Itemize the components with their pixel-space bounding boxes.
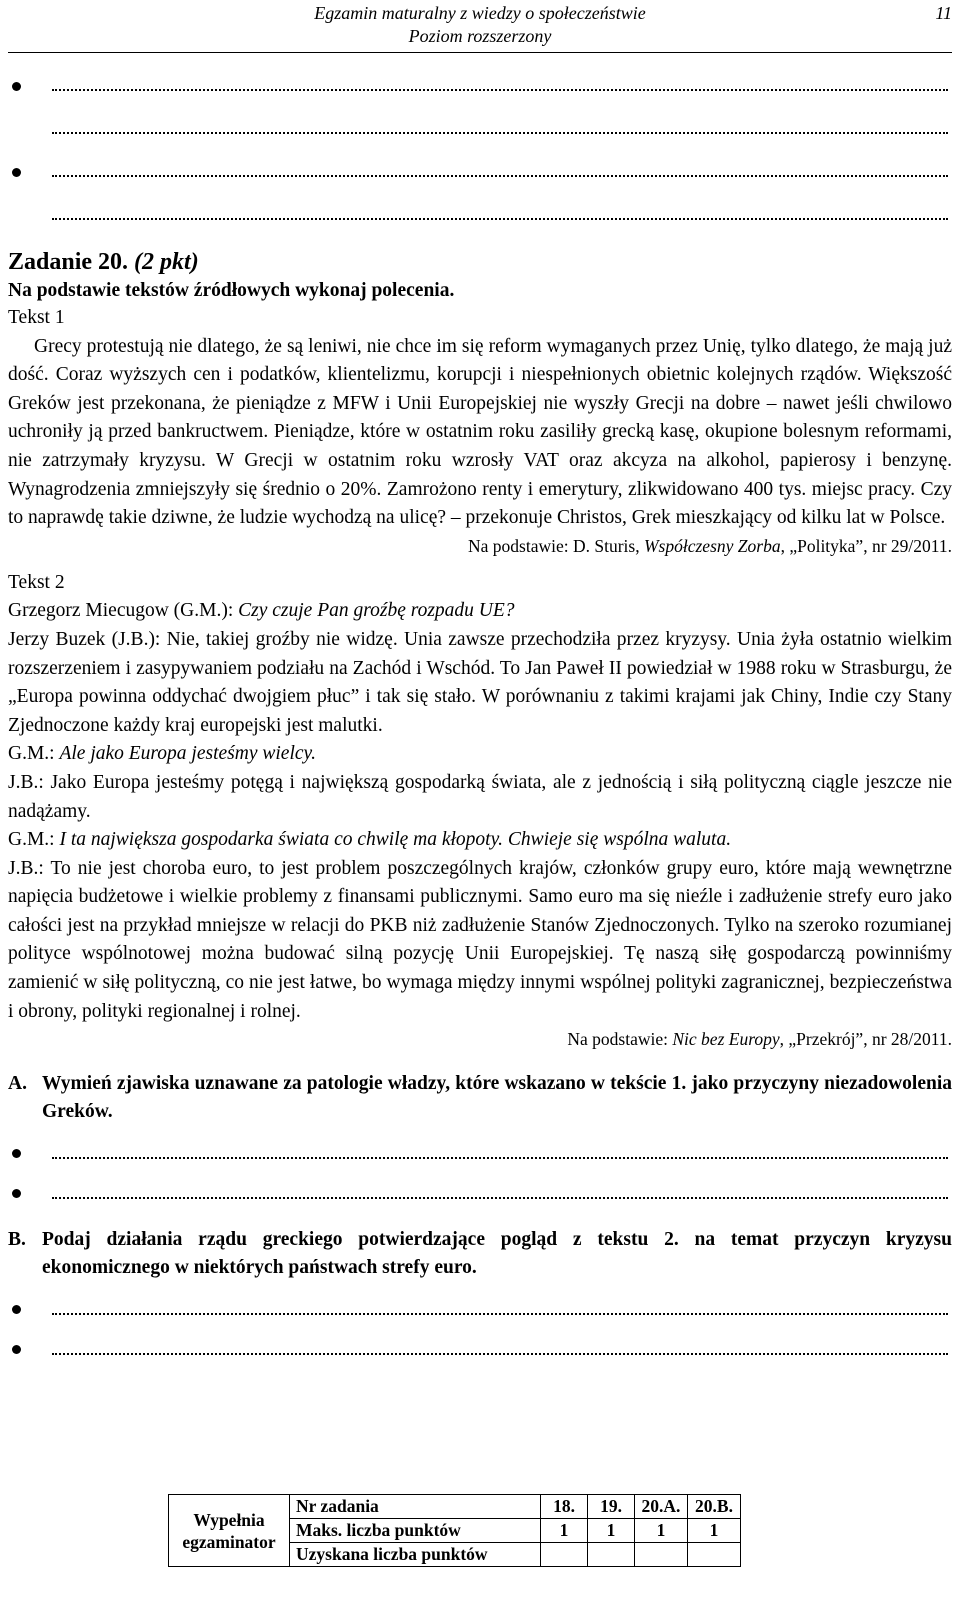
answer-bullet-row (8, 1132, 952, 1172)
answer-line[interactable] (52, 1196, 948, 1199)
score-table (168, 1494, 741, 1567)
score-row-label: Nr zadania (290, 1495, 541, 1519)
text1-source-suffix: , „Polityka”, nr 29/2011. (780, 535, 952, 556)
bullet-icon (12, 1189, 21, 1198)
task-command: Na podstawie tekstów źródłowych wykonaj polecenia. (8, 280, 455, 301)
answer-line[interactable] (52, 217, 948, 220)
max-points-cell: 1 (588, 1519, 635, 1543)
interview-question (8, 826, 952, 855)
max-points-cell: 1 (541, 1519, 588, 1543)
task-number: Zadanie 20. (8, 249, 129, 275)
text1-body: Grecy protestują nie dlatego, że są leniwi, nie chce im się reform wymaganych przez Unię, tylko dlatego, że mają już dość. Coraz wyższych cen i podatków, klientelizmu, korupcji i niespełnionych obietnic kolejnych rządów. Większość Greków jest przekonana, że pieniądze z MFW i Unii Europejskiej nie wyszły Grecji na dobre – nawet jeśli chwilowo uchroniły ją przed bankructwem. Pieniądze, które w ostatnim roku zasiliły grecką kasę, okupione bolesnym reformami, nie zatrzymały kryzysu. W Grecji w ostatnim roku wzrosły VAT oraz akcyza na alkohol, papierosy i benzynę. Wynagrodzenia zmniejszyły się średnio o 20%. Zamrożono renty i emerytury, zlikwidowano 400 tys. miejsc pracy. Czy to naprawdę takie dziwne, że ludzie wychodzą na ulicę? – przekonuje Christos, Grek mieszkający od kilku lat w Polsce. (8, 335, 952, 529)
question-b-answer-area (8, 1288, 952, 1368)
score-side-label: Wypełnia egzaminator (169, 1495, 290, 1567)
bullet-icon (12, 168, 21, 177)
answer-line[interactable] (52, 174, 948, 177)
header-divider (8, 52, 952, 53)
task-number-cell: 18. (541, 1495, 588, 1519)
source-text-1 (8, 304, 952, 559)
answer-line[interactable] (52, 1352, 948, 1355)
score-row-label: Uzyskana liczba punktów (290, 1543, 541, 1567)
text1-source (8, 533, 952, 559)
question-a-text: Wymień zjawiska uznawane za patologie władzy, które wskazano w tekście 1. jako przyczyny niezadowolenia Greków. (42, 1073, 952, 1123)
speaker-label: G.M.: (8, 743, 60, 765)
text2-source (8, 1026, 952, 1052)
question-b-text: Podaj działania rządu greckiego potwierdzające pogląd z tekstu 2. na temat przyczyn kryzysu ekonomicznego w niektórych państwach strefy euro. (42, 1229, 952, 1279)
interview-question (8, 597, 952, 626)
interview-answer: Jerzy Buzek (J.B.): Nie, takiej groźby nie widzę. Unia zawsze przechodziła przez kryzysy. Unia żyła ostatnio wielkim rozszerzeniem i zasypywaniem podziału na Zachód i Wschód. To Jan Paweł II powiedział w 1988 roku w Strasburgu, że „Europa powinna oddychać dwojgiem płuc” i tak się stało. W porównaniu z takimi krajami jak Chiny, Indie czy Stany Zjednoczone każdy kraj europejski jest malutki. (8, 628, 952, 736)
question-text: Ale jako Europa jesteśmy wielcy. (59, 743, 316, 765)
answer-line[interactable] (52, 88, 948, 91)
bullet-icon (12, 1345, 21, 1354)
interview-answer: J.B.: To nie jest choroba euro, to jest problem poszczególnych krajów, członków grupy euro, które mają wewnętrzne napięcia budżetowe i wielkie problemy z finansami publicznymi. Samo euro ma się nieźle i zadłużenie strefy euro jako całości jest na przykład mniejsze w relacji do PKB niż zadłużenie Stanów Zjednoczonych. Tylko na szeroko rozumianej polityce wspólnotowej można budować silną pozycję Unii Europejskiej. Tę naszą siłę gospodarczą powinniśmy zamienić w siłę polityczną, co nie jest łatwe, bo wymaga między innymi wspólnej polityki zagranicznej, bezpieczeństwa i obrony, polityki regionalnej i rolnej. (8, 857, 952, 1022)
question-text: I ta największa gospodarka świata co chwilę ma kłopoty. Chwieje się wspólna waluta. (59, 829, 732, 851)
task-title (8, 247, 952, 277)
question-a-letter: A. (8, 1073, 27, 1095)
page-header (8, 2, 952, 48)
answer-bullet-row (8, 1288, 952, 1328)
task-number-cell: 19. (588, 1495, 635, 1519)
header-subtitle: Poziom rozszerzony (408, 26, 552, 46)
question-text: Czy czuje Pan groźbę rozpadu UE? (238, 600, 515, 622)
page-number: 11 (935, 3, 952, 23)
text1-source-prefix: Na podstawie: D. Sturis, (468, 535, 644, 556)
answer-line[interactable] (52, 1312, 948, 1315)
answer-bullet-row (8, 65, 952, 151)
score-row-tasks (169, 1495, 741, 1519)
max-points-cell: 1 (688, 1519, 741, 1543)
score-row-label: Maks. liczba punktów (290, 1519, 541, 1543)
interview-answer: J.B.: Jako Europa jesteśmy potęgą i największą gospodarką świata, ale z jednością i siłą polityczną ciągle jeszcze nie nadążamy. (8, 771, 952, 822)
obtained-points-cell[interactable] (541, 1543, 588, 1567)
question-b-letter: B. (8, 1229, 26, 1251)
answer-line[interactable] (52, 131, 948, 134)
answer-bullet-row (8, 1328, 952, 1368)
text2-source-suffix: , „Przekrój”, nr 28/2011. (779, 1029, 952, 1050)
speaker-label: G.M.: (8, 829, 60, 851)
max-points-cell: 1 (635, 1519, 688, 1543)
source-text-2 (8, 569, 952, 1053)
text2-source-title: Nic bez Europy (672, 1029, 780, 1050)
task-number-cell: 20.A. (635, 1495, 688, 1519)
answer-bullet-row (8, 1172, 952, 1212)
answer-line[interactable] (52, 1156, 948, 1159)
task-points: (2 pkt) (134, 249, 199, 275)
question-b (8, 1226, 952, 1282)
answer-bullet-row (8, 151, 952, 237)
text2-label: Tekst 2 (8, 571, 65, 593)
obtained-points-cell[interactable] (588, 1543, 635, 1567)
question-a-answer-area (8, 1132, 952, 1212)
obtained-points-cell[interactable] (688, 1543, 741, 1567)
bullet-icon (12, 1149, 21, 1158)
obtained-points-cell[interactable] (635, 1543, 688, 1567)
question-a (8, 1070, 952, 1126)
task-number-cell: 20.B. (688, 1495, 741, 1519)
previous-answer-area (8, 65, 952, 237)
speaker-label: Grzegorz Miecugow (G.M.): (8, 600, 239, 622)
text1-label: Tekst 1 (8, 307, 65, 328)
bullet-icon (12, 1305, 21, 1314)
exam-page (8, 0, 952, 1368)
text2-source-prefix: Na podstawie: (567, 1029, 673, 1050)
text1-source-title: Współczesny Zorba (643, 535, 781, 556)
bullet-icon (12, 82, 21, 91)
interview-question (8, 740, 952, 769)
header-title: Egzamin maturalny z wiedzy o społeczeństwie (314, 3, 646, 23)
